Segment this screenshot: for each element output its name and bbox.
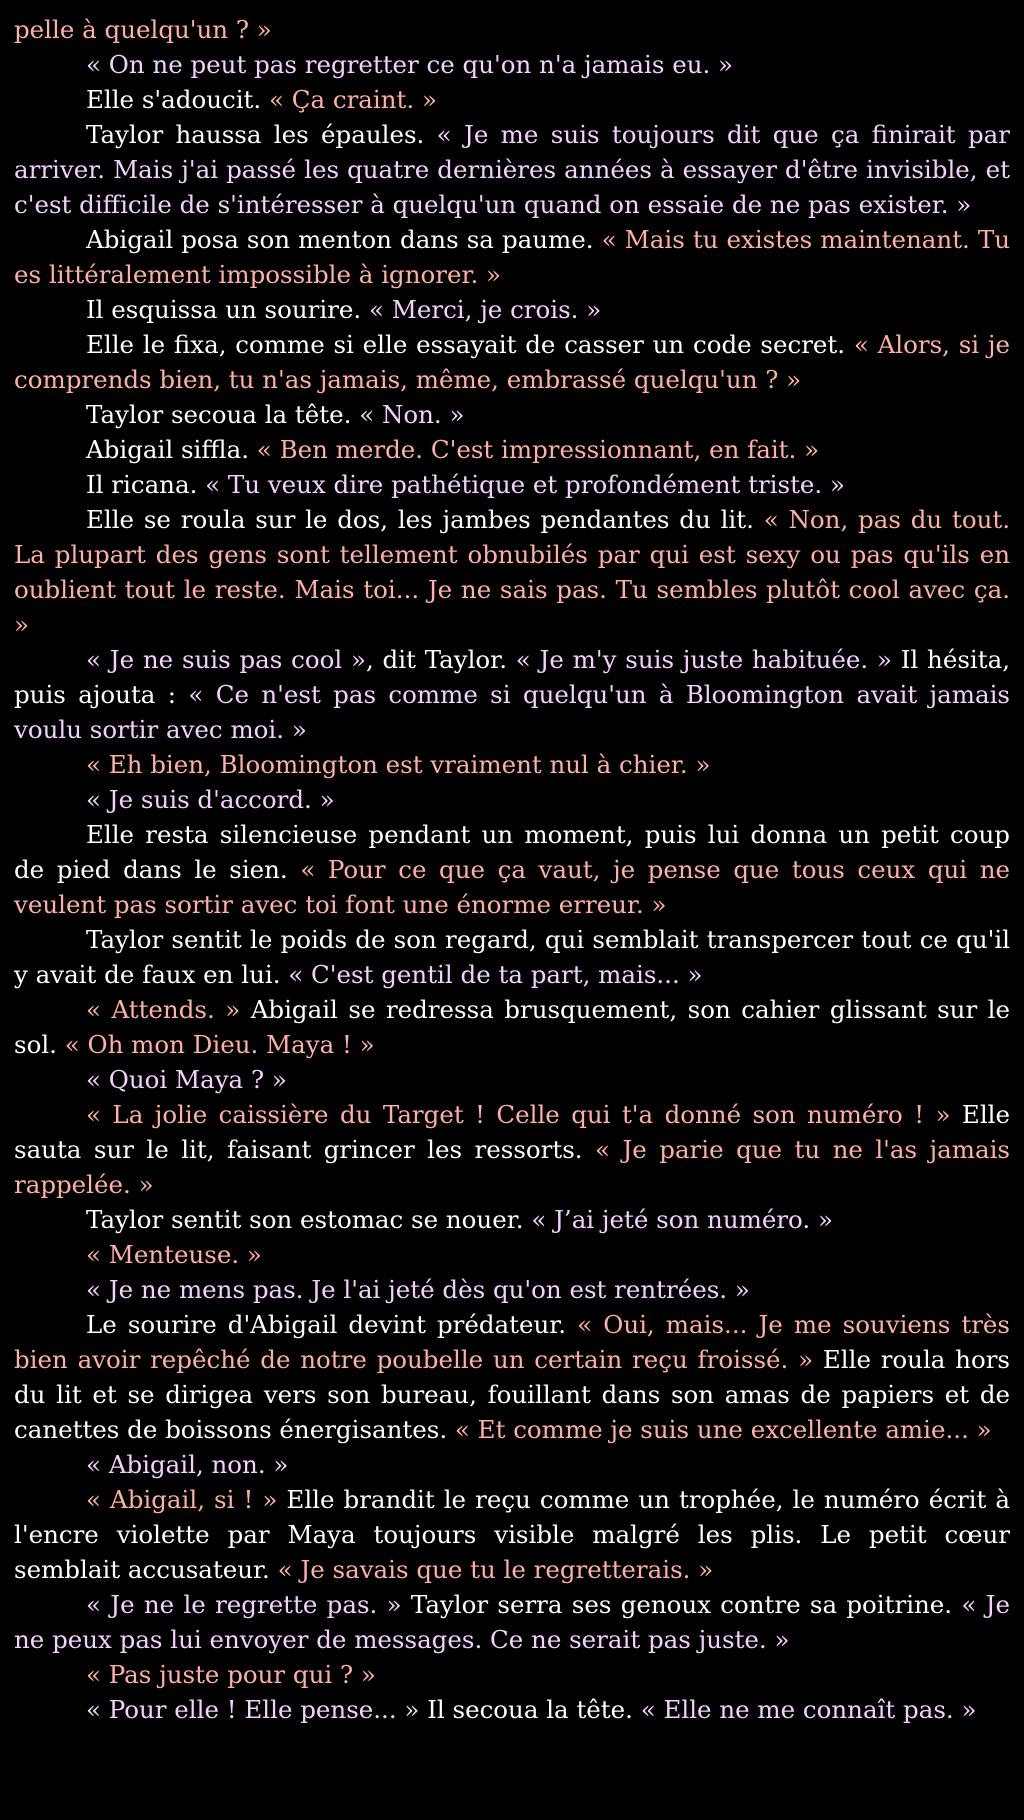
abigail-dialogue: « Oh mon Dieu. Maya ! »: [64, 1030, 375, 1059]
abigail-dialogue: « Pas juste pour qui ? »: [86, 1660, 376, 1689]
narration-text: Taylor sentit son estomac se nouer.: [86, 1205, 532, 1234]
paragraph: [14, 222, 1010, 292]
abigail-dialogue: « Je savais que tu le regretterais. »: [277, 1555, 714, 1584]
narration-text: Elle resta silencieuse pendant un moment, puis lui donna un petit coup de pied dans le sien.: [14, 820, 1010, 884]
narration-text: Il hésita, puis ajouta :: [14, 645, 1010, 709]
abigail-dialogue: « Alors, si je comprends bien, tu n'as jamais, même, embrassé quelqu'un ? »: [14, 330, 1010, 394]
taylor-dialogue: « Je ne le regrette pas. »: [86, 1590, 402, 1619]
paragraph: [14, 1097, 1010, 1202]
narration-text: Elle roula hors du lit et se dirigea vers son bureau, fouillant dans son amas de papiers et de canettes de boissons énergisantes.: [14, 1345, 1010, 1444]
abigail-dialogue: « Attends. »: [86, 995, 241, 1024]
paragraph: [14, 292, 1010, 327]
paragraph: [14, 992, 1010, 1062]
abigail-dialogue: pelle à quelqu'un ? »: [14, 15, 272, 44]
taylor-dialogue: « Je suis d'accord. »: [86, 785, 335, 814]
paragraph: [14, 1587, 1010, 1657]
taylor-dialogue: « On ne peut pas regretter ce qu'on n'a jamais eu. »: [86, 50, 734, 79]
narration-text: Abigail posa son menton dans sa paume.: [86, 225, 602, 254]
paragraph: [14, 782, 1010, 817]
paragraph: [14, 1447, 1010, 1482]
abigail-dialogue: « Eh bien, Bloomington est vraiment nul à chier. »: [86, 750, 711, 779]
abigail-dialogue: « Menteuse. »: [86, 1240, 262, 1269]
taylor-dialogue: « C'est gentil de ta part, mais... »: [288, 960, 703, 989]
paragraph: [14, 1307, 1010, 1447]
paragraph: [14, 817, 1010, 922]
abigail-dialogue: « Ben merde. C'est impressionnant, en fait. »: [256, 435, 820, 464]
abigail-dialogue: « Non, pas du tout. La plupart des gens sont tellement obnubilés par qui est sexy ou pas qu'ils en oublient tout le reste. Mais toi... Je ne sais pas. Tu sembles plutôt cool avec ça. »: [14, 505, 1011, 639]
paragraph: [14, 1062, 1010, 1097]
taylor-dialogue: « Je me suis toujours dit que ça finirait par arriver. Mais j'ai passé les quatre dernières années à essayer d'être invisible, et c'est difficile de s'intéresser à quelqu'un quand on essaie de ne pas exister. »: [14, 120, 1010, 219]
narration-text: Il ricana.: [86, 470, 206, 499]
taylor-dialogue: « Tu veux dire pathétique et profondément triste. »: [205, 470, 845, 499]
paragraph: [14, 1482, 1010, 1587]
narration-text: Abigail siffla.: [86, 435, 257, 464]
taylor-dialogue: « J’ai jeté son numéro. »: [531, 1205, 833, 1234]
abigail-dialogue: « Oui, mais... Je me souviens très bien avoir repêché de notre poubelle un certain reçu froissé. »: [14, 1310, 1010, 1374]
paragraph: [14, 1202, 1010, 1237]
paragraph: [14, 922, 1010, 992]
abigail-dialogue: « Mais tu existes maintenant. Tu es littéralement impossible à ignorer. »: [14, 225, 1011, 289]
narration-text: Taylor secoua la tête.: [86, 400, 360, 429]
paragraph: [14, 1657, 1010, 1692]
paragraph: [14, 432, 1010, 467]
narration-text: Le sourire d'Abigail devint prédateur.: [86, 1310, 578, 1339]
taylor-dialogue: « Quoi Maya ? »: [86, 1065, 287, 1094]
taylor-dialogue: « Ce n'est pas comme si quelqu'un à Bloomington avait jamais voulu sortir avec moi. »: [14, 680, 1010, 744]
taylor-dialogue: « Je ne suis pas cool »: [86, 645, 366, 674]
abigail-dialogue: « La jolie caissière du Target ! Celle qui t'a donné son numéro ! »: [86, 1100, 951, 1129]
paragraph: [14, 82, 1010, 117]
narration-text: Abigail se redressa brusquement, son cahier glissant sur le sol.: [14, 995, 1010, 1059]
paragraph: [14, 117, 1010, 222]
story-text: [14, 12, 1010, 1727]
narration-text: Elle brandit le reçu comme un trophée, le numéro écrit à l'encre violette par Maya toujours visible malgré les plis. Le petit cœur semblait accusateur.: [14, 1485, 1010, 1584]
narration-text: Elle se roula sur le dos, les jambes pendantes du lit.: [86, 505, 764, 534]
taylor-dialogue: « Merci, je crois. »: [369, 295, 602, 324]
narration-text: Elle sauta sur le lit, faisant grincer les ressorts.: [14, 1100, 1010, 1164]
taylor-dialogue: « Pour elle ! Elle pense... »: [86, 1695, 420, 1724]
taylor-dialogue: « Non. »: [359, 400, 465, 429]
narration-text: Il esquissa un sourire.: [86, 295, 369, 324]
narration-text: Elle le fixa, comme si elle essayait de casser un code secret.: [86, 330, 854, 359]
narration-text: Taylor serra ses genoux contre sa poitrine.: [401, 1590, 962, 1619]
paragraph: [14, 1237, 1010, 1272]
narration-text: , dit Taylor.: [365, 645, 516, 674]
paragraph: [14, 47, 1010, 82]
narration-text: Elle s'adoucit.: [86, 85, 269, 114]
abigail-dialogue: « Et comme je suis une excellente amie... »: [454, 1415, 992, 1444]
taylor-dialogue: « Elle ne me connaît pas. »: [640, 1695, 977, 1724]
paragraph: [14, 502, 1010, 642]
abigail-dialogue: « Pour ce que ça vaut, je pense que tous ceux qui ne veulent pas sortir avec toi font une énorme erreur. »: [14, 855, 1011, 919]
taylor-dialogue: « Je ne mens pas. Je l'ai jeté dès qu'on est rentrées. »: [86, 1275, 750, 1304]
abigail-dialogue: « Abigail, si ! »: [86, 1485, 278, 1514]
narration-text: Il secoua la tête.: [419, 1695, 641, 1724]
abigail-dialogue: « Je parie que tu ne l'as jamais rappelée. »: [14, 1135, 1010, 1199]
taylor-dialogue: « Je ne peux pas lui envoyer de messages. Ce ne serait pas juste. »: [14, 1590, 1010, 1654]
paragraph: [14, 747, 1010, 782]
paragraph: [14, 12, 1010, 47]
narration-text: Taylor sentit le poids de son regard, qui semblait transpercer tout ce qu'il y avait de faux en lui.: [14, 925, 1010, 989]
paragraph: [14, 397, 1010, 432]
narration-text: Taylor haussa les épaules.: [86, 120, 437, 149]
paragraph: [14, 467, 1010, 502]
paragraph: [14, 327, 1010, 397]
paragraph: [14, 1272, 1010, 1307]
taylor-dialogue: « Abigail, non. »: [86, 1450, 289, 1479]
paragraph: [14, 1692, 1010, 1727]
taylor-dialogue: « Je m'y suis juste habituée. »: [515, 645, 892, 674]
paragraph: [14, 642, 1010, 747]
abigail-dialogue: « Ça craint. »: [268, 85, 437, 114]
